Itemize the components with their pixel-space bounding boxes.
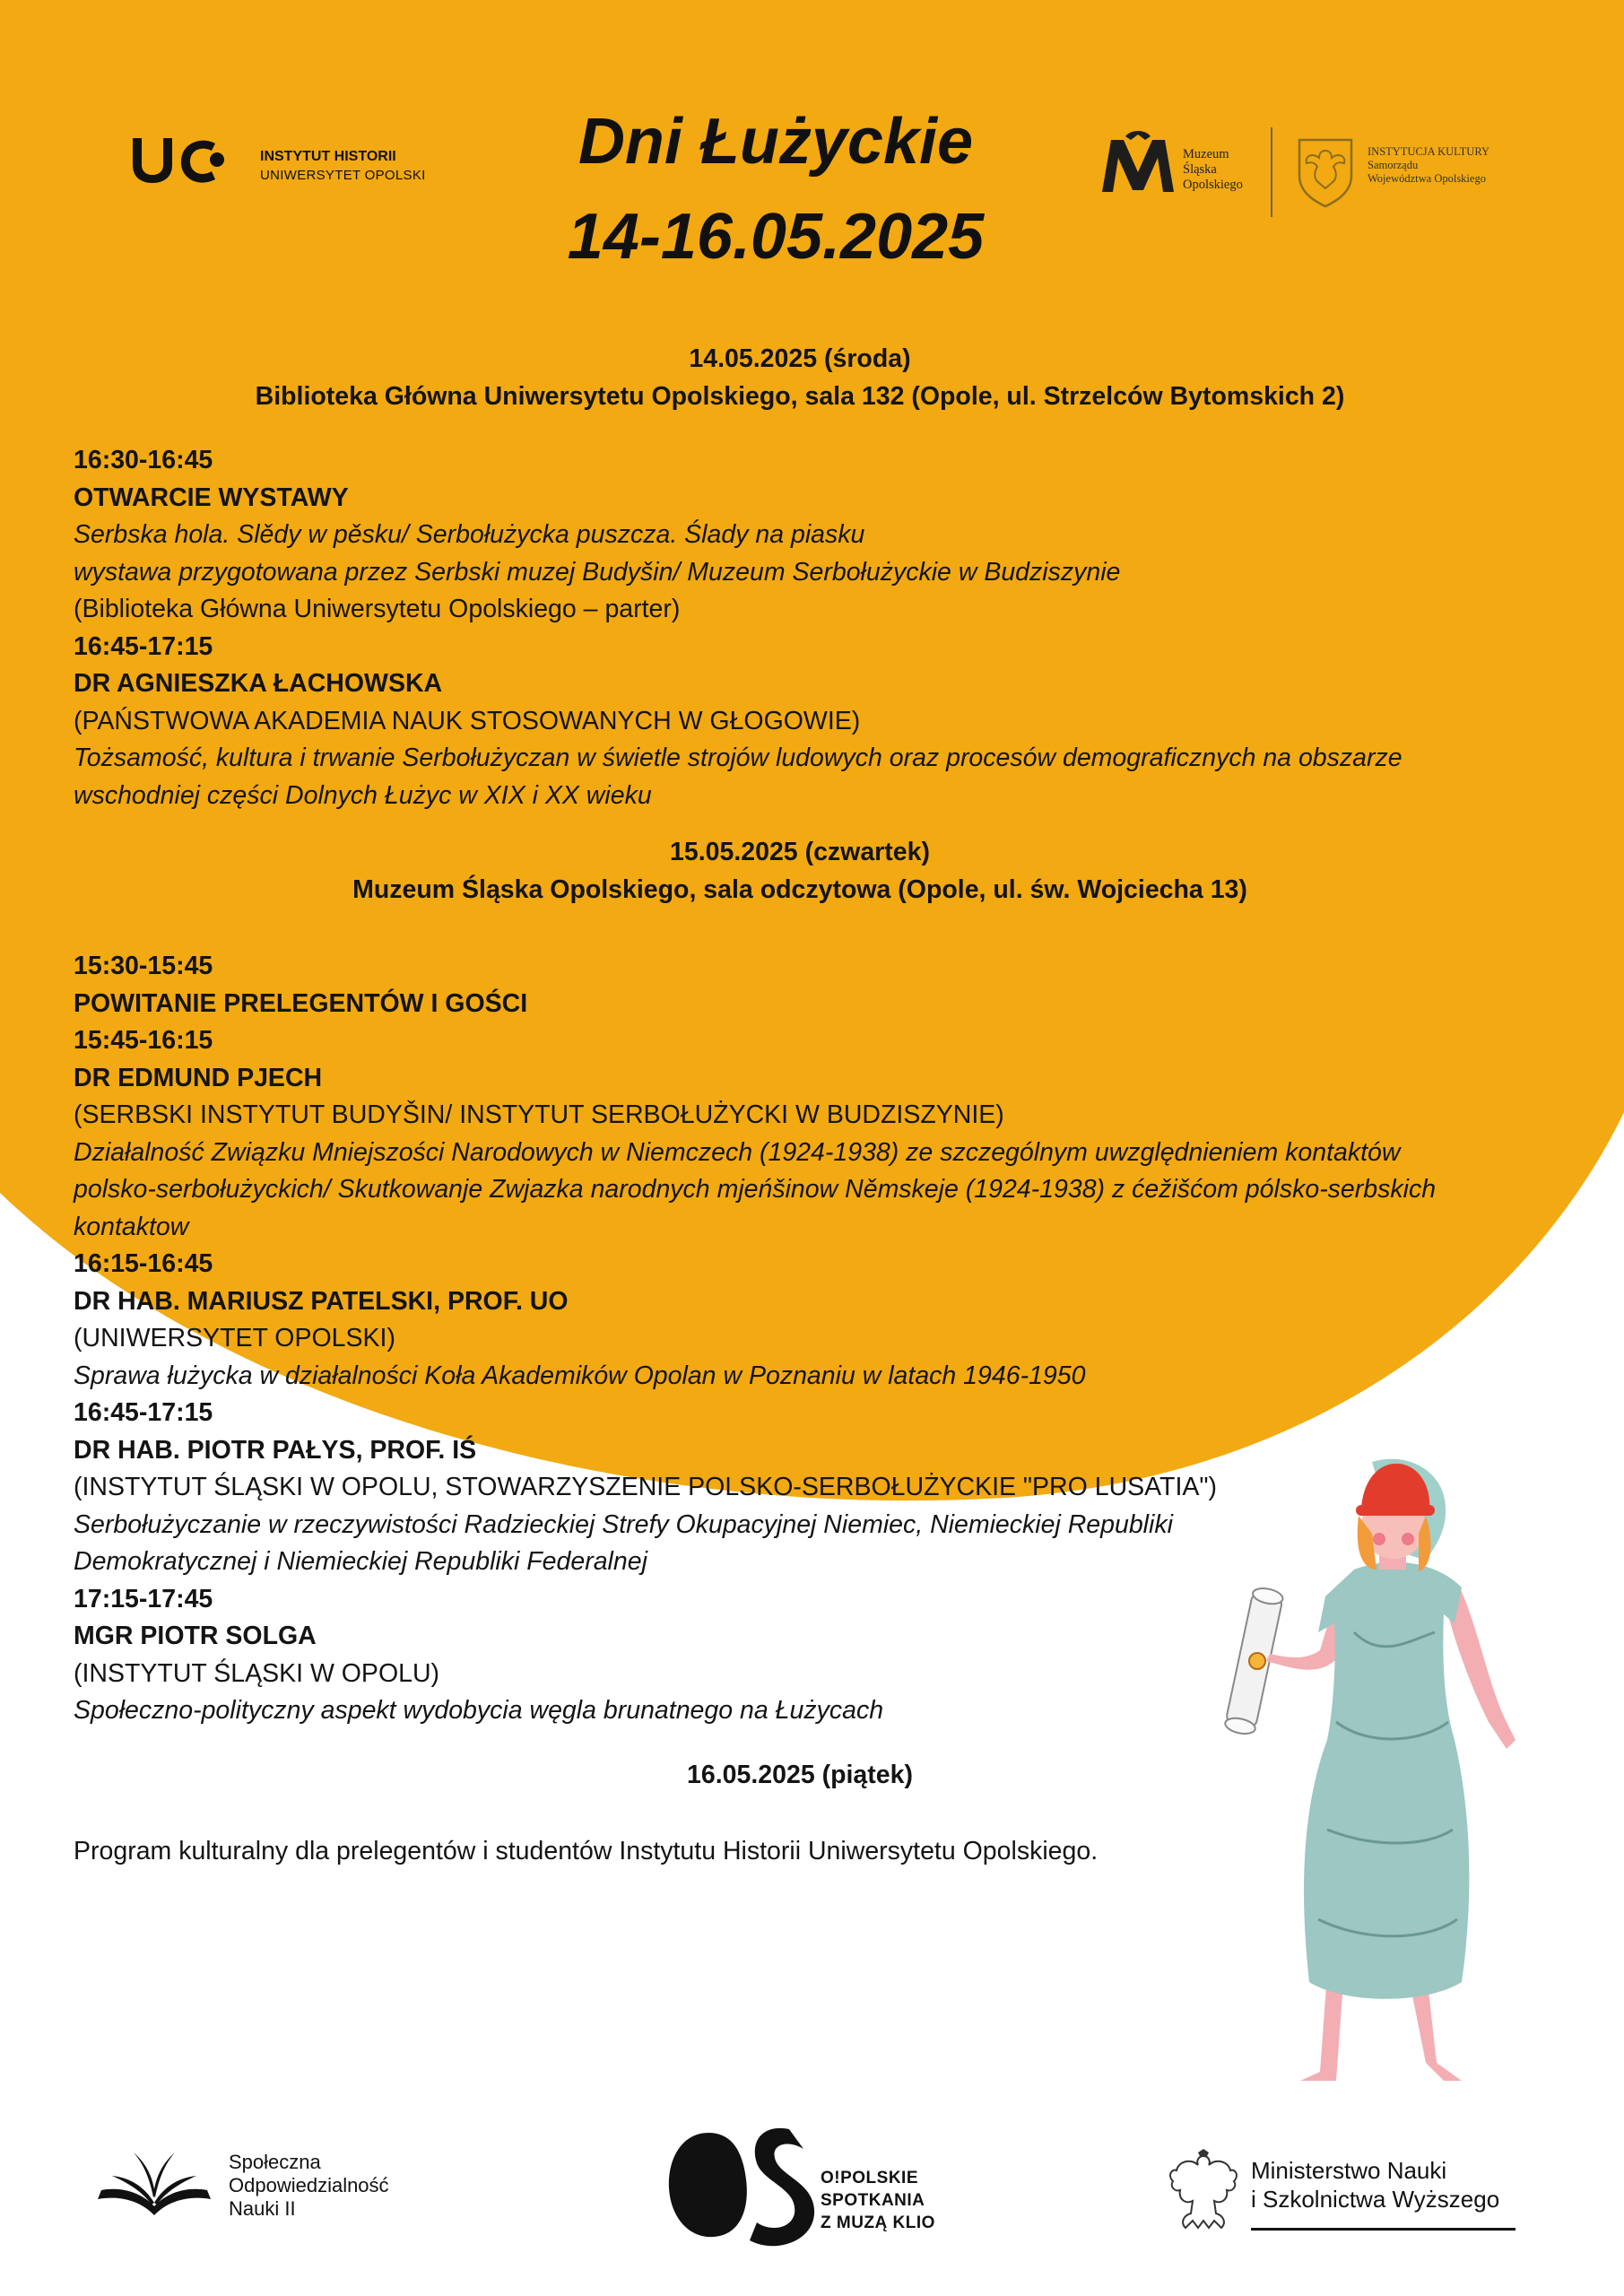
page-title	[448, 94, 1103, 284]
event-topic-1: Społeczno-polityczny aspekt wydobycia węgla brunatnego na Łużycach	[74, 1696, 884, 1725]
day3-date: 16.05.2025 (piątek)	[687, 1760, 913, 1789]
uo-logo-line1: INSTYTUT HISTORII	[260, 149, 396, 164]
spo-line1: Społeczna	[229, 2151, 321, 2173]
day1-place: Biblioteka Główna Uniwersytetu Opolskiego, sala 132 (Opole, ul. Strzelców Bytomskich 2)	[255, 381, 1345, 411]
event-topic-1: Działalność Związku Mniejszości Narodowych w Niemczech (1924-1938) ze szczególnym uwzględnieniem kontaktów	[74, 1137, 1401, 1167]
event-affiliation: (INSTYTUT ŚLĄSKI W OPOLU)	[74, 1658, 440, 1688]
institution-line3: Województwa Opolskiego	[1368, 172, 1486, 185]
day2-place: Muzeum Śląska Opolskiego, sala odczytowa (Opole, ul. św. Wojciecha 13)	[352, 874, 1247, 904]
uo-logo-icon	[126, 126, 238, 197]
event-time: 15:30-15:45	[74, 952, 213, 980]
day2-event-1	[74, 948, 1508, 1022]
event-topic-1: Tożsamość, kultura i trwanie Serbołużyczan w świetle strojów ludowych oraz procesów demograficznych na obszarze	[74, 744, 1403, 772]
event-speaker: DR EDMUND PJECH	[74, 1063, 323, 1092]
event-title: OTWARCIE WYSTAWY	[74, 483, 349, 512]
ministry-line1: Ministerstwo Nauki	[1251, 2157, 1447, 2184]
museum-m-logo-icon	[1099, 127, 1179, 199]
day1-date: 14.05.2025 (środa)	[689, 344, 911, 373]
event-time: 16:30-16:45	[74, 446, 213, 474]
museum-logo	[1099, 127, 1529, 226]
uo-logo-line2: UNIWERSYTET OPOLSKI	[260, 168, 426, 183]
os-logo-icon	[664, 2124, 816, 2249]
event-title: POWITANIE PRELEGENTÓW I GOŚCI	[74, 988, 528, 1018]
day2-event-3	[74, 1246, 1508, 1395]
event-time: 16:15-16:45	[74, 1249, 213, 1278]
event-affiliation: (UNIWERSYTET OPOLSKI)	[74, 1324, 395, 1352]
title-line-1: Dni Łużyckie	[578, 106, 974, 178]
ministry-line2: i Szkolnictwa Wyższego	[1251, 2186, 1500, 2213]
uo-logo	[126, 126, 484, 197]
event-speaker: MGR PIOTR SOLGA	[74, 1622, 317, 1650]
event-italic-2: wystawa przygotowana przez Serbski muzej Budyšin/ Muzeum Serbołużyckie w Budziszynie	[74, 557, 1121, 587]
event-affiliation: (INSTYTUT ŚLĄSKI W OPOLU, STOWARZYSZENIE POLSKO-SERBOŁUŻYCKIE "PRO LUSATIA")	[74, 1473, 1217, 1501]
event-time: 15:45-16:15	[74, 1026, 213, 1055]
eagle-shield-icon	[1294, 136, 1357, 208]
event-speaker: DR HAB. PIOTR PAŁYS, PROF. IŚ	[74, 1435, 477, 1465]
institution-line2: Samorządu	[1368, 159, 1419, 171]
title-line-2: 14-16.05.2025	[567, 201, 985, 273]
event-topic-1: Sprawa łużycka w działalności Koła Akademików Opolan w Poznaniu w latach 1946-1950	[74, 1361, 1086, 1390]
event-affiliation: (SERBSKI INSTYTUT BUDYŠIN/ INSTYTUT SERBOŁUŻYCKI W BUDZISZYNIE)	[74, 1100, 1004, 1129]
day1-event-1	[74, 442, 1508, 629]
day2-event-2	[74, 1022, 1508, 1246]
event-time: 16:45-17:15	[74, 1398, 213, 1427]
event-topic-2: Demokratycznej i Niemieckiej Republiki Federalnej	[74, 1547, 647, 1576]
polish-eagle-icon	[1166, 2149, 1242, 2234]
event-time: 16:45-17:15	[74, 631, 213, 661]
os-line2: SPOTKANIA	[821, 2191, 925, 2210]
event-speaker: DR AGNIESZKA ŁACHOWSKA	[74, 669, 443, 698]
event-topic-1: Serbołużyczanie w rzeczywistości Radzieckiej Strefy Okupacyjnej Niemiec, Niemieckiej Republiki	[74, 1509, 1173, 1539]
institution-line1: INSTYTUCJA KULTURY	[1368, 145, 1490, 158]
day3-text: Program kulturalny dla prelegentów i studentów Instytutu Historii Uniwersytetu Opolskiego.	[74, 1837, 1099, 1866]
museum-line1: Muzeum	[1183, 147, 1229, 161]
day2-header	[74, 834, 1526, 909]
day2-date: 15.05.2025 (czwartek)	[670, 838, 930, 866]
muse-clio-illustration	[1220, 1453, 1542, 2090]
spo-line2: Odpowiedzialność	[229, 2174, 389, 2196]
event-time: 17:15-17:45	[74, 1584, 213, 1613]
event-topic-2: wschodniej części Dolnych Łużyc w XIX i XX wieku	[74, 780, 652, 810]
ministry-underline	[1251, 2228, 1515, 2231]
event-note: (Biblioteka Główna Uniwersytetu Opolskiego – parter)	[74, 595, 681, 623]
footer-ministry-logo	[1166, 2149, 1542, 2248]
museum-divider	[1271, 127, 1272, 217]
event-topic-2: polsko-serbołużyckich/ Skutkowanje Zwjazka narodnych mjeńšinow Němskeje (1924-1938) z ćežišćom pólsko-serbskich	[74, 1175, 1437, 1204]
os-line1: O!POLSKIE	[821, 2169, 919, 2187]
museum-line2: Śląska	[1183, 162, 1217, 177]
event-italic-1: Serbska hola. Slědy w pěsku/ Serbołużycka puszcza. Ślady na piasku	[74, 520, 865, 549]
footer-os-logo	[664, 2124, 1022, 2249]
open-book-icon	[94, 2144, 215, 2224]
day1-event-2	[74, 629, 1508, 815]
museum-line3: Opolskiego	[1183, 178, 1243, 192]
os-line3: Z MUZĄ KLIO	[821, 2213, 935, 2232]
event-affiliation: (PAŃSTWOWA AKADEMIA NAUK STOSOWANYCH W GŁOGOWIE)	[74, 706, 861, 735]
event-speaker: DR HAB. MARIUSZ PATELSKI, PROF. UO	[74, 1286, 569, 1316]
event-topic-3: kontaktow	[74, 1212, 189, 1241]
day1-header	[74, 341, 1526, 415]
footer-spo-logo	[94, 2144, 453, 2242]
spo-line3: Nauki II	[229, 2197, 296, 2220]
